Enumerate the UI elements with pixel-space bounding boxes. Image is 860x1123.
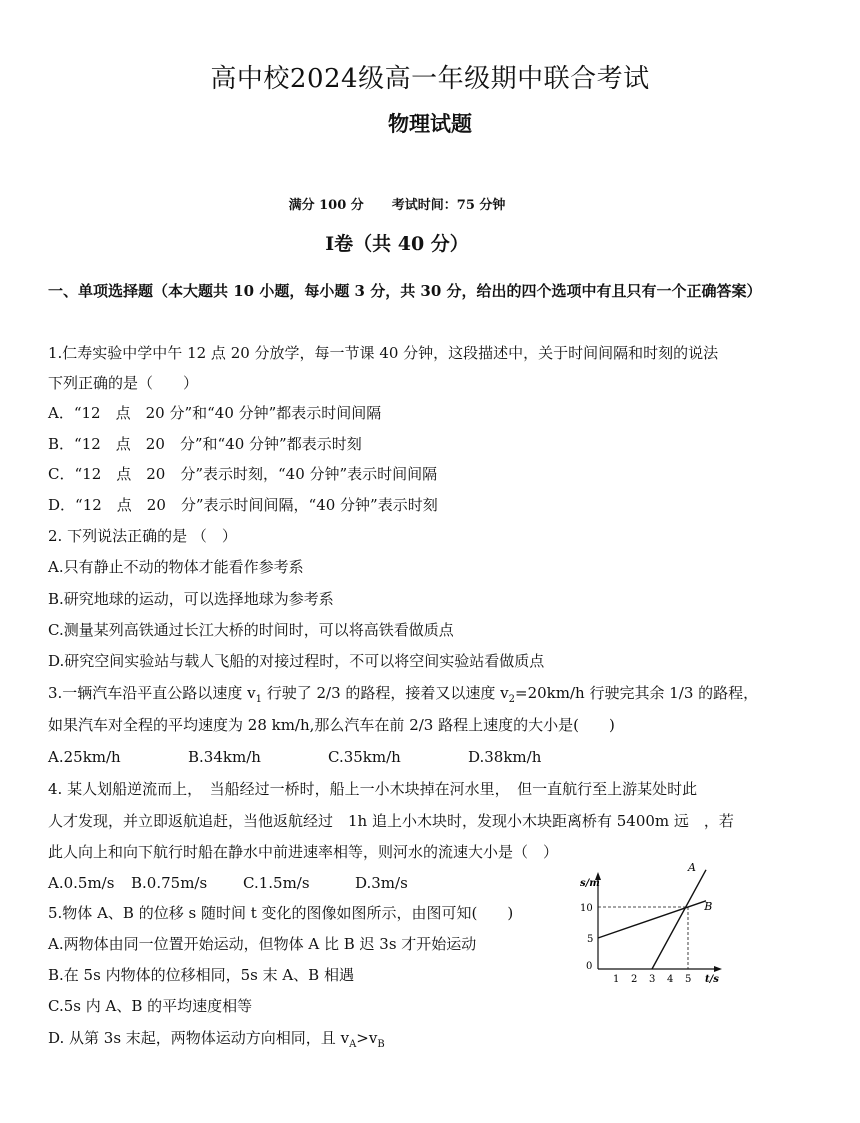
q1-option-a: A．“12 点 20 分”和“40 分钟”都表示时间间隔	[48, 404, 382, 422]
series-line-a	[652, 870, 706, 969]
q4-option-b: B.0.75m/s	[131, 874, 208, 892]
section-heading: 一、单项选择题（本大题共 10 小题，每小题 3 分，共 30 分，给出的四个选项中有且只有一个正确答案）	[48, 282, 762, 300]
q1-option-d: D．“12 点 20 分”表示时间间隔，“40 分钟”表示时刻	[48, 496, 438, 514]
full-score: 满分 100 分	[288, 198, 364, 213]
series-line-b	[598, 901, 706, 938]
x-axis-label: t/s	[705, 974, 719, 985]
x-tick-label: 1	[613, 974, 620, 985]
q3-option-a: A.25km/h	[48, 748, 121, 766]
volume-heading: Ⅰ卷（共 40 分）	[325, 233, 469, 255]
q1-stem-line-1: 1.仁寿实验中学中午 12 点 20 分放学，每一节课 40 分钟，这段描述中，关于时间间隔和时刻的说法	[48, 344, 719, 362]
exam-meta	[0, 194, 794, 213]
q4-option-a: A.0.5m/s	[48, 874, 115, 892]
x-tick-label: 5	[685, 974, 692, 985]
q5-option-c: C.5s 内 A、B 的平均速度相等	[48, 997, 253, 1015]
y-axis-label: s/m	[580, 878, 600, 889]
x-tick-label: 2	[631, 974, 638, 985]
q3-options	[48, 747, 541, 767]
q4-stem-line-1: 4. 某人划船逆流而上， 当船经过一桥时，船上一小木块掉在河水里， 但一直航行至上游某处时此	[48, 780, 698, 798]
st-graph	[560, 861, 740, 986]
q3-option-b: B.34km/h	[188, 748, 261, 766]
q3-option-d: D.38km/h	[468, 748, 542, 766]
q4-stem-line-3: 此人向上和向下航行时船在静水中前进速率相等，则河水的流速大小是（ ）	[48, 843, 559, 861]
q5-option-b: B.在 5s 内物体的位移相同，5s 末 A、B 相遇	[48, 966, 354, 984]
q4-option-c: C.1.5m/s	[243, 874, 310, 892]
q2-stem: 2. 下列说法正确的是 （ ）	[48, 527, 237, 545]
q2-option-c: C.测量某列高铁通过长江大桥的时间时，可以将高铁看做质点	[48, 621, 454, 639]
q2-option-b: B.研究地球的运动，可以选择地球为参考系	[48, 590, 334, 608]
y-tick-label: 5	[587, 934, 594, 945]
series-label-a: A	[688, 861, 696, 875]
y-tick-label: 10	[580, 903, 593, 914]
q3-stem-line-1: 3.一辆汽车沿平直公路以速度 $v_1$ 行驶了 2/3 的路程，接着又以速度 $v_2=20km/h$ 行驶完其余 1/3 的路程，	[48, 684, 759, 705]
q5-option-d: D. 从第 3s 末起，两物体运动方向相同，且 $v_A>v_B$	[48, 1029, 385, 1050]
exam-subtitle: 物理试题	[388, 111, 472, 136]
q4-stem-line-2: 人才发现，并立即返航追赶，当他返航经过 1h 追上小木块时，发现小木块距离桥有 5400m 远 ，若	[48, 812, 734, 830]
x-tick-label: 0	[586, 961, 593, 972]
exam-time: 考试时间：75 分钟	[391, 198, 506, 213]
x-tick-label: 3	[649, 974, 656, 985]
q5-stem: 5.物体 A、B 的位移 s 随时间 t 变化的图像如图所示，由图可知( )	[48, 904, 514, 922]
series-label-b: B	[704, 900, 713, 914]
exam-title: 高中校2024级高一年级期中联合考试	[210, 64, 650, 94]
q4-options	[48, 873, 408, 893]
q3-option-c: C.35km/h	[328, 748, 401, 766]
q3-stem-line-2: 如果汽车对全程的平均速度为 28 km/h,那么汽车在前 2/3 路程上速度的大小是( )	[48, 716, 615, 734]
x-tick-label: 4	[667, 974, 674, 985]
q1-option-c: C．“12 点 20 分”表示时刻，“40 分钟”表示时间间隔	[48, 465, 438, 483]
x-axis-arrow	[714, 966, 722, 972]
q4-option-d: D.3m/s	[355, 874, 408, 892]
q2-option-d: D.研究空间实验站与载人飞船的对接过程时，不可以将空间实验站看做质点	[48, 652, 545, 670]
q2-option-a: A.只有静止不动的物体才能看作参考系	[48, 558, 304, 576]
q1-stem-line-2: 下列正确的是（ ）	[48, 374, 199, 392]
q1-option-b: B．“12 点 20 分”和“40 分钟”都表示时刻	[48, 435, 362, 453]
q5-option-a: A.两物体由同一位置开始运动，但物体 A 比 B 迟 3s 才开始运动	[48, 935, 477, 953]
